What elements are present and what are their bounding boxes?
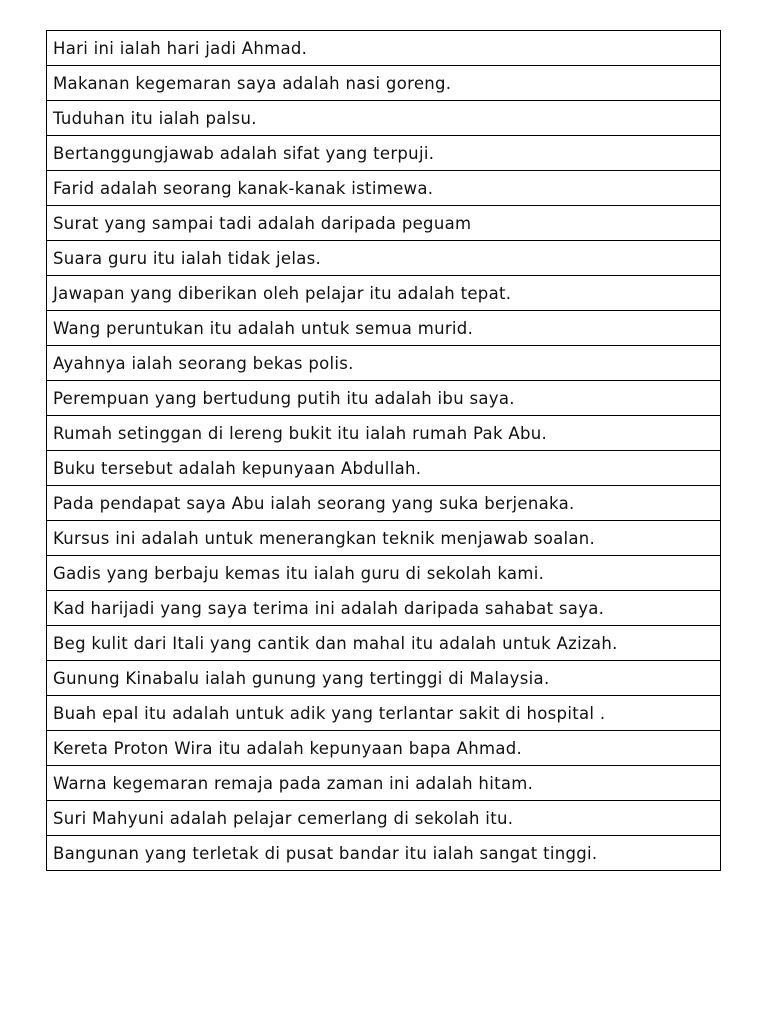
table-row: [47, 591, 721, 626]
sentence-cell: Surat yang sampai tadi adalah daripada peguam: [47, 206, 721, 241]
sentence-cell: Tuduhan itu ialah palsu.: [47, 101, 721, 136]
table-row: [47, 101, 721, 136]
table-row: [47, 346, 721, 381]
sentence-cell: Rumah setinggan di lereng bukit itu ialah rumah Pak Abu.: [47, 416, 721, 451]
table-row: [47, 731, 721, 766]
table-row: [47, 381, 721, 416]
sentence-cell: Gunung Kinabalu ialah gunung yang tertinggi di Malaysia.: [47, 661, 721, 696]
table-row: [47, 626, 721, 661]
sentence-table: [46, 30, 721, 871]
sentence-cell: Kad harijadi yang saya terima ini adalah daripada sahabat saya.: [47, 591, 721, 626]
table-row: [47, 416, 721, 451]
table-row: [47, 801, 721, 836]
sentence-cell: Jawapan yang diberikan oleh pelajar itu adalah tepat.: [47, 276, 721, 311]
sentence-cell: Buah epal itu adalah untuk adik yang terlantar sakit di hospital .: [47, 696, 721, 731]
table-row: [47, 311, 721, 346]
sentence-cell: Makanan kegemaran saya adalah nasi goreng.: [47, 66, 721, 101]
table-row: [47, 486, 721, 521]
sentence-cell: Farid adalah seorang kanak-kanak istimewa.: [47, 171, 721, 206]
sentence-cell: Gadis yang berbaju kemas itu ialah guru di sekolah kami.: [47, 556, 721, 591]
table-row: [47, 241, 721, 276]
worksheet: [46, 30, 721, 871]
table-row: [47, 276, 721, 311]
table-row: [47, 521, 721, 556]
table-row: [47, 136, 721, 171]
table-row: [47, 66, 721, 101]
table-row: [47, 31, 721, 66]
table-row: [47, 206, 721, 241]
sentence-table-body: [47, 31, 721, 871]
table-row: [47, 766, 721, 801]
sentence-cell: Suri Mahyuni adalah pelajar cemerlang di sekolah itu.: [47, 801, 721, 836]
sentence-cell: Kereta Proton Wira itu adalah kepunyaan bapa Ahmad.: [47, 731, 721, 766]
sentence-cell: Bertanggungjawab adalah sifat yang terpuji.: [47, 136, 721, 171]
table-row: [47, 661, 721, 696]
table-row: [47, 556, 721, 591]
sentence-cell: Ayahnya ialah seorang bekas polis.: [47, 346, 721, 381]
table-row: [47, 451, 721, 486]
sentence-cell: Kursus ini adalah untuk menerangkan teknik menjawab soalan.: [47, 521, 721, 556]
sentence-cell: Buku tersebut adalah kepunyaan Abdullah.: [47, 451, 721, 486]
sentence-cell: Wang peruntukan itu adalah untuk semua murid.: [47, 311, 721, 346]
sentence-cell: Pada pendapat saya Abu ialah seorang yang suka berjenaka.: [47, 486, 721, 521]
sentence-cell: Perempuan yang bertudung putih itu adalah ibu saya.: [47, 381, 721, 416]
sentence-cell: Suara guru itu ialah tidak jelas.: [47, 241, 721, 276]
sentence-cell: Warna kegemaran remaja pada zaman ini adalah hitam.: [47, 766, 721, 801]
table-row: [47, 696, 721, 731]
table-row: [47, 171, 721, 206]
sentence-cell: Bangunan yang terletak di pusat bandar itu ialah sangat tinggi.: [47, 836, 721, 871]
table-row: [47, 836, 721, 871]
sentence-cell: Beg kulit dari Itali yang cantik dan mahal itu adalah untuk Azizah.: [47, 626, 721, 661]
sentence-cell: Hari ini ialah hari jadi Ahmad.: [47, 31, 721, 66]
